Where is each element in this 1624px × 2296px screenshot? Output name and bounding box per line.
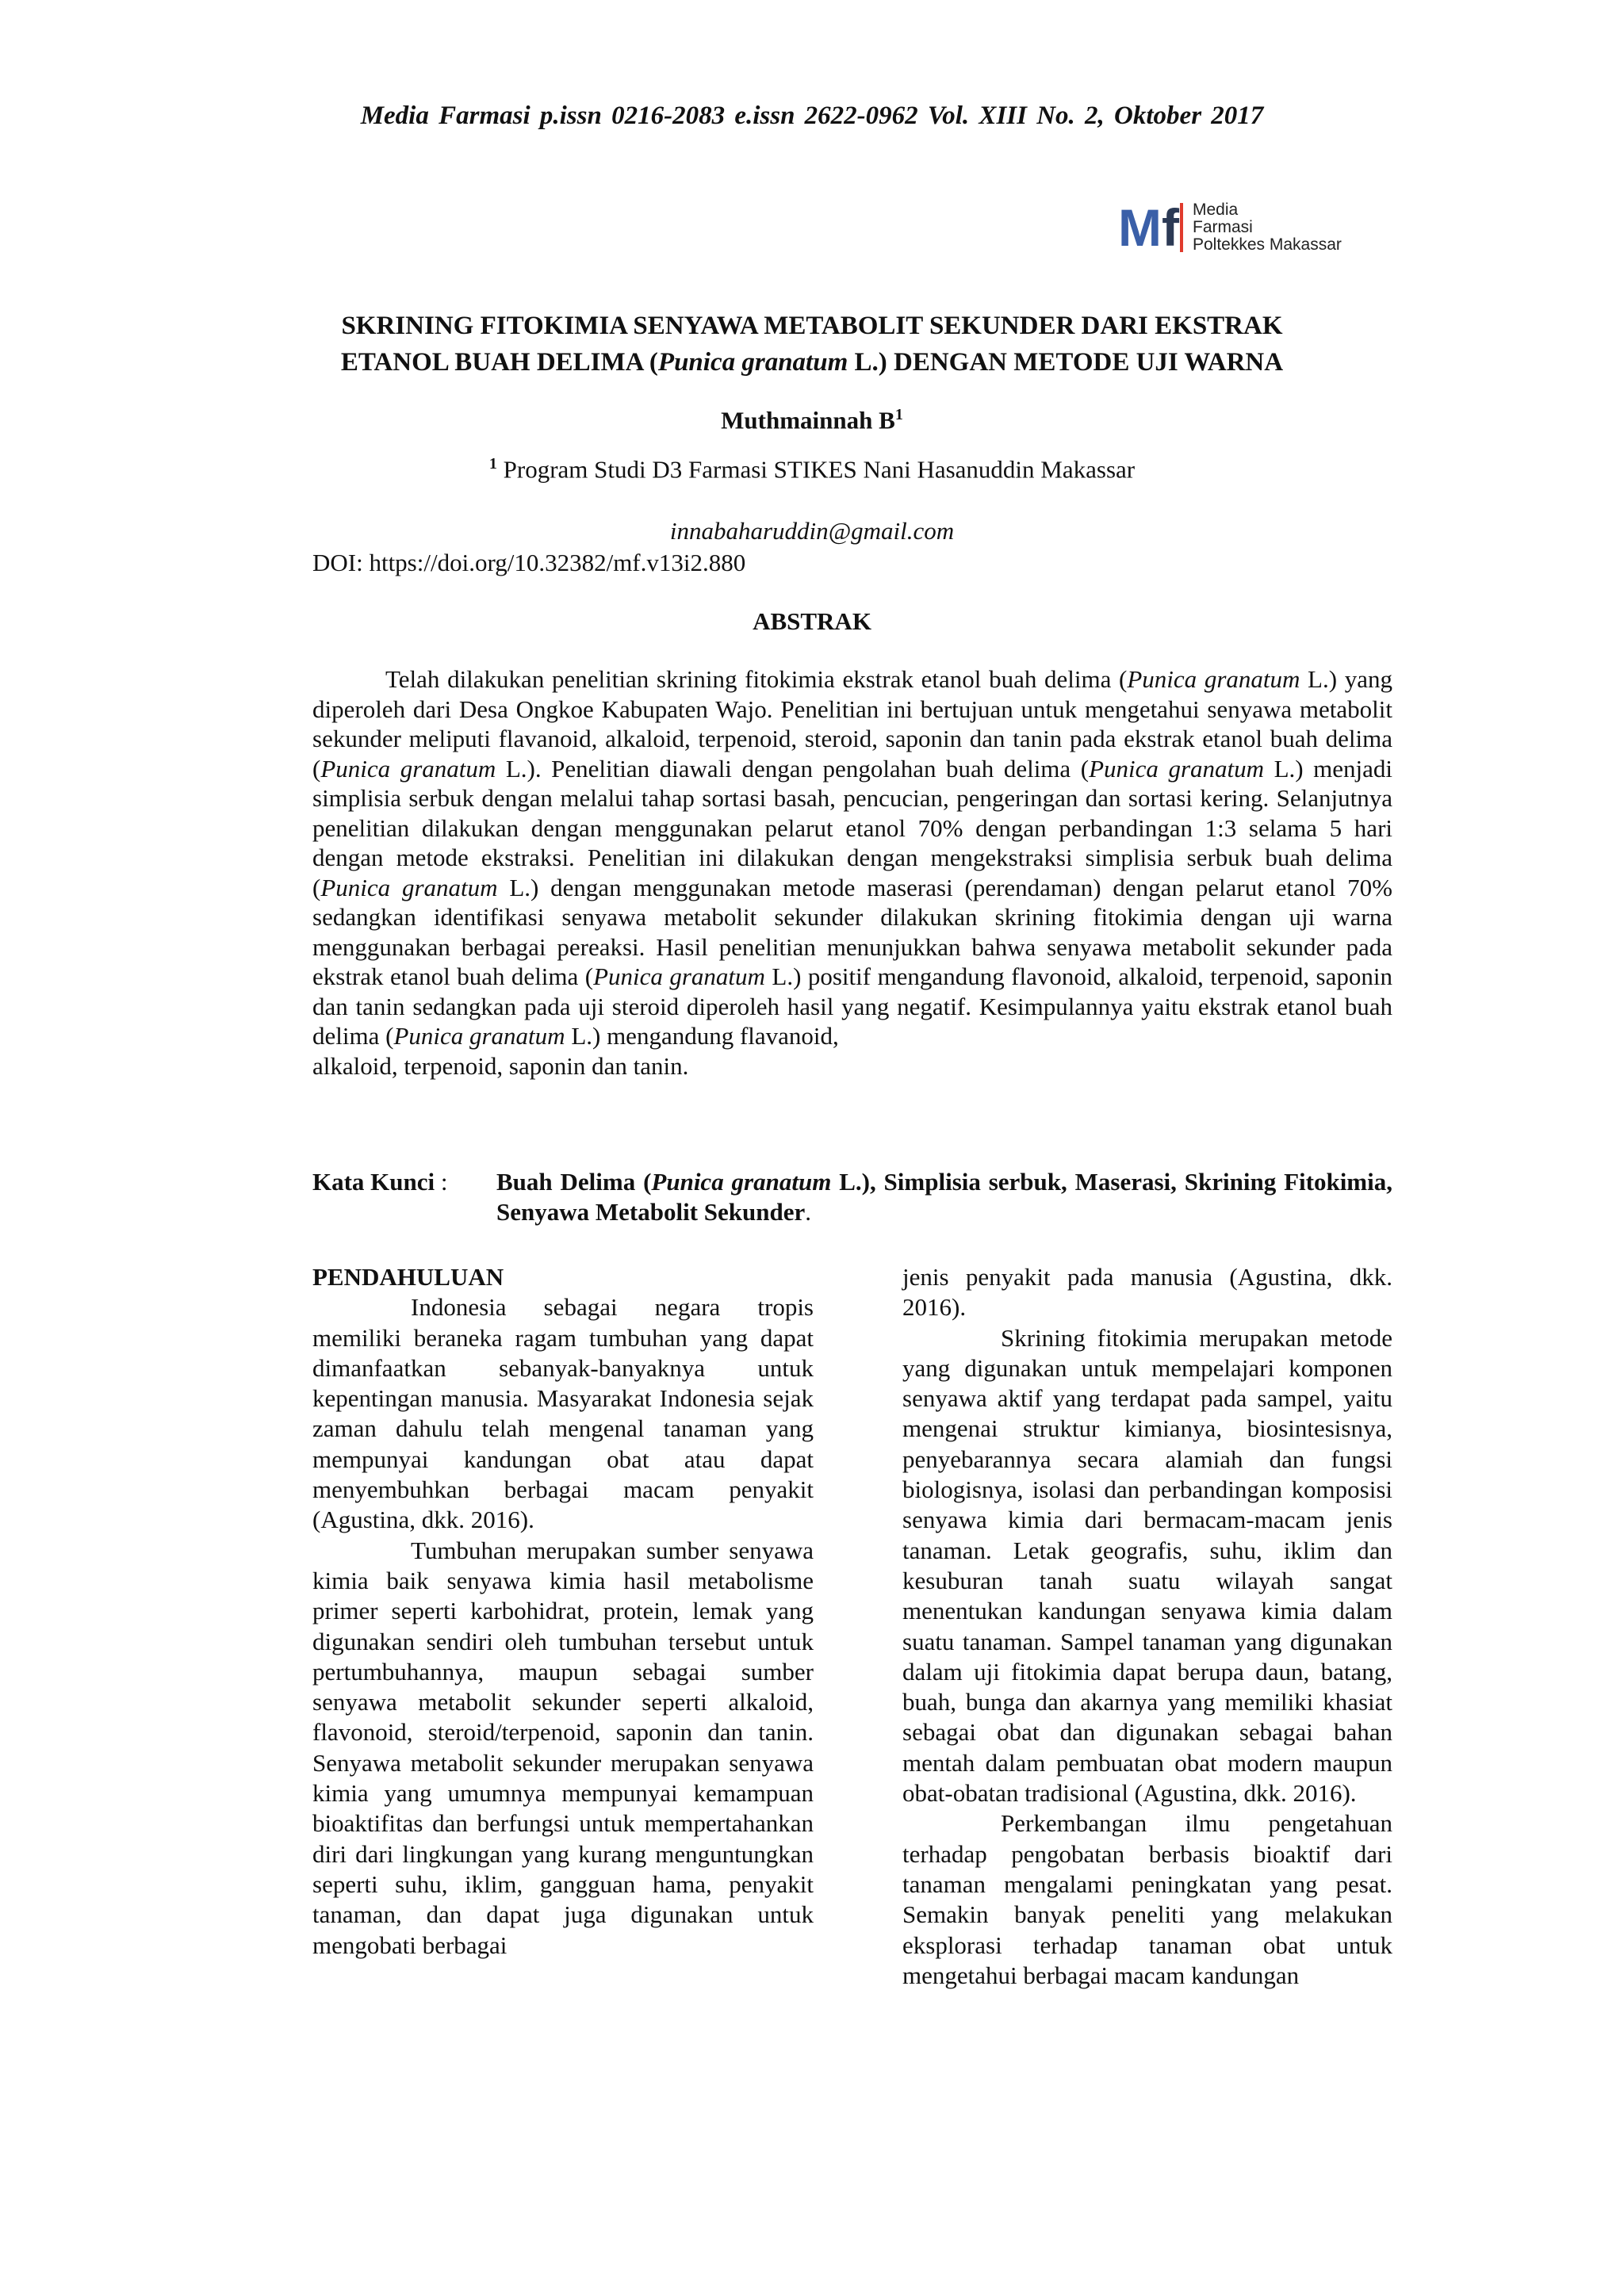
author: [0, 406, 1624, 434]
abstract-text: L.). Penelitian diawali dengan pengolahan buah delima (: [496, 754, 1090, 783]
abstract-text: L.) dengan menggunakan metode maserasi (perendaman) dengan pelarut etanol 70% sedangkan identifikasi senyawa metabolit sekunder dilakukan skrining fitokimia dengan uji warna menggunakan berbagai pereaksi. Hasil penelitian menunjukkan bahwa senyawa metabolit sekunder pada ekstrak etanol buah delima (: [312, 873, 1393, 990]
logo-m-letter: [1118, 198, 1180, 257]
body-paragraph: Perkembangan ilmu pengetahuan terhadap pengobatan berbasis bioaktif dari tanaman mengalami peningkatan yang pesat. Semakin banyak peneliti yang melakukan eksplorasi terhadap tanaman obat untuk mengetahui berbagai macam kandungan: [902, 1809, 1392, 1989]
abstract-text: Telah dilakukan penelitian skrining fitokimia ekstrak etanol buah delima (: [385, 665, 1128, 693]
keywords-list: [496, 1167, 1392, 1227]
keywords-label: [312, 1167, 496, 1227]
journal-logo-mark: [1118, 197, 1191, 260]
affiliation-text: Program Studi D3 Farmasi STIKES Nani Hasanuddin Makassar: [496, 455, 1136, 484]
author-affiliation-mark: 1: [894, 406, 903, 423]
logo-line-1: Media: [1193, 201, 1239, 219]
title-species: Punica granatum: [657, 348, 848, 377]
logo-accent-bar: [1180, 203, 1183, 252]
right-column: [902, 1262, 1392, 1991]
affiliation-mark: 1: [488, 455, 497, 473]
keyword-text: Buah Delima (: [496, 1168, 652, 1196]
body-paragraph: jenis penyakit pada manusia (Agustina, dkk. 2016).: [902, 1263, 1392, 1322]
abstract-body: [312, 664, 1392, 1081]
logo-line-3: Poltekkes Makassar: [1193, 235, 1342, 254]
logo-line-2: Farmasi: [1193, 218, 1253, 236]
left-column: [312, 1262, 814, 1961]
keywords-label-text: Kata Kunci: [312, 1168, 435, 1196]
logo-letter-m: M: [1118, 198, 1162, 257]
species-name: Punica granatum: [593, 962, 765, 990]
body-paragraph: Indonesia sebagai negara tropis memiliki beraneka ragam tumbuhan yang dapat dimanfaatkan sebanyak-banyaknya untuk kepentingan manusia. Masyarakat Indonesia sejak zaman dahulu telah mengenal tanaman yang mempunyai kandungan obat atau dapat menyembuhkan berbagai macam penyakit (Agustina, dkk. 2016).: [312, 1293, 814, 1534]
affiliation: [0, 455, 1624, 484]
species-name: Punica granatum: [320, 873, 498, 901]
species-name: Punica granatum: [393, 1022, 565, 1050]
logo-wordmark: [1193, 201, 1342, 254]
abstract-text: L.) menjadi simplisia serbuk dengan melalui tahap sortasi basah, pencucian, pengeringan dan sortasi kering. Selanjutnya penelitian dilakukan dengan menggunakan pelarut etanol 70% dengan perbandingan 1:3 selama 5 hari dengan metode ekstraksi. Penelitian ini dilakukan dengan mengekstraksi simplisia serbuk buah delima (: [312, 754, 1393, 901]
species-name: Punica granatum: [651, 1168, 832, 1196]
doi: DOI: https://doi.org/10.32382/mf.v13i2.880: [312, 549, 746, 576]
abstract-text: L.) mengandung flavanoid,: [565, 1022, 839, 1050]
running-header: Media Farmasi p.issn 0216-2083 e.issn 2622-0962 Vol. XIII No. 2, Oktober 2017: [360, 101, 1264, 130]
keywords-colon: :: [435, 1168, 448, 1196]
logo-letter-f: f: [1161, 198, 1179, 257]
species-name: Punica granatum: [320, 754, 496, 783]
title-text: ETANOL BUAH DELIMA (: [340, 348, 658, 377]
keywords: [312, 1167, 1392, 1227]
abstract-text: L.) positif mengandung flavonoid, alkaloid, terpenoid, saponin dan tanin sedangkan pada uji steroid diperoleh hasil yang negatif. Kesimpulannya yaitu ekstrak etanol buah delima (: [312, 962, 1392, 1050]
keyword-text: L.), Simplisia serbuk, Maserasi, Skrining Fitokimia, Senyawa Metabolit Sekunder: [496, 1168, 1392, 1226]
author-email: innabaharuddin@gmail.com: [669, 517, 955, 545]
body-paragraph: Tumbuhan merupakan sumber senyawa kimia baik senyawa kimia hasil metabolisme primer seperti karbohidrat, protein, lemak yang digunakan sendiri oleh tumbuhan tersebut untuk pertumbuhannya, maupun sebagai sumber senyawa metabolit sekunder seperti alkaloid, flavonoid, steroid/terpenoid, saponin dan tanin. Senyawa metabolit sekunder merupakan senyawa kimia yang umumnya mempunyai kemampuan bioaktifitas dan berfungsi untuk mempertahankan diri dari lingkungan yang kurang menguntungkan seperti suhu, iklim, gangguan hama, penyakit tanaman, dan dapat juga digunakan untuk mengobati berbagai: [312, 1536, 814, 1959]
species-name: Punica granatum: [1127, 665, 1300, 693]
title-line-2: [159, 344, 1465, 381]
abstract-heading: ABSTRAK: [753, 607, 871, 635]
paper-title: [159, 308, 1465, 381]
title-text: L.) DENGAN METODE UJI WARNA: [848, 348, 1284, 377]
keyword-end: .: [805, 1198, 811, 1226]
body-paragraph: Skrining fitokimia merupakan metode yang digunakan untuk mempelajari komponen senyawa aktif yang terdapat pada sampel, yaitu mengenai struktur kimianya, biosintesisnya, penyebarannya secara alamiah dan fungsi biologisnya, isolasi dan perbandingan komposisi senyawa kimia dari bermacam-macam jenis tanaman. Letak geografis, suhu, iklim dan kesuburan tanah suatu wilayah sangat menentukan kandungan senyawa kimia dalam suatu tanaman. Sampel tanaman yang digunakan dalam uji fitokimia dapat berupa daun, batang, buah, bunga dan akarnya yang memiliki khasiat sebagai obat dan digunakan sebagai bahan mentah dalam pembuatan obat modern maupun obat-obatan tradisional (Agustina, dkk. 2016).: [902, 1323, 1392, 1808]
species-name: Punica granatum: [1089, 754, 1265, 783]
abstract-paragraph: [312, 664, 1392, 1051]
abstract-text: L.) yang diperoleh dari Desa Ongkoe Kabupaten Wajo. Penelitian ini bertujuan untuk mengetahui senyawa metabolit sekunder meliputi flavanoid, alkaloid, terpenoid, steroid, saponin dan tanin pada ekstrak etanol buah delima (: [312, 665, 1392, 783]
journal-logo: [1118, 197, 1388, 260]
section-heading: PENDAHULUAN: [312, 1263, 504, 1291]
title-line-1: SKRINING FITOKIMIA SENYAWA METABOLIT SEKUNDER DARI EKSTRAK: [341, 312, 1283, 340]
abstract-last-line: alkaloid, terpenoid, saponin dan tanin.: [312, 1051, 689, 1080]
author-name: Muthmainnah B: [721, 406, 895, 434]
